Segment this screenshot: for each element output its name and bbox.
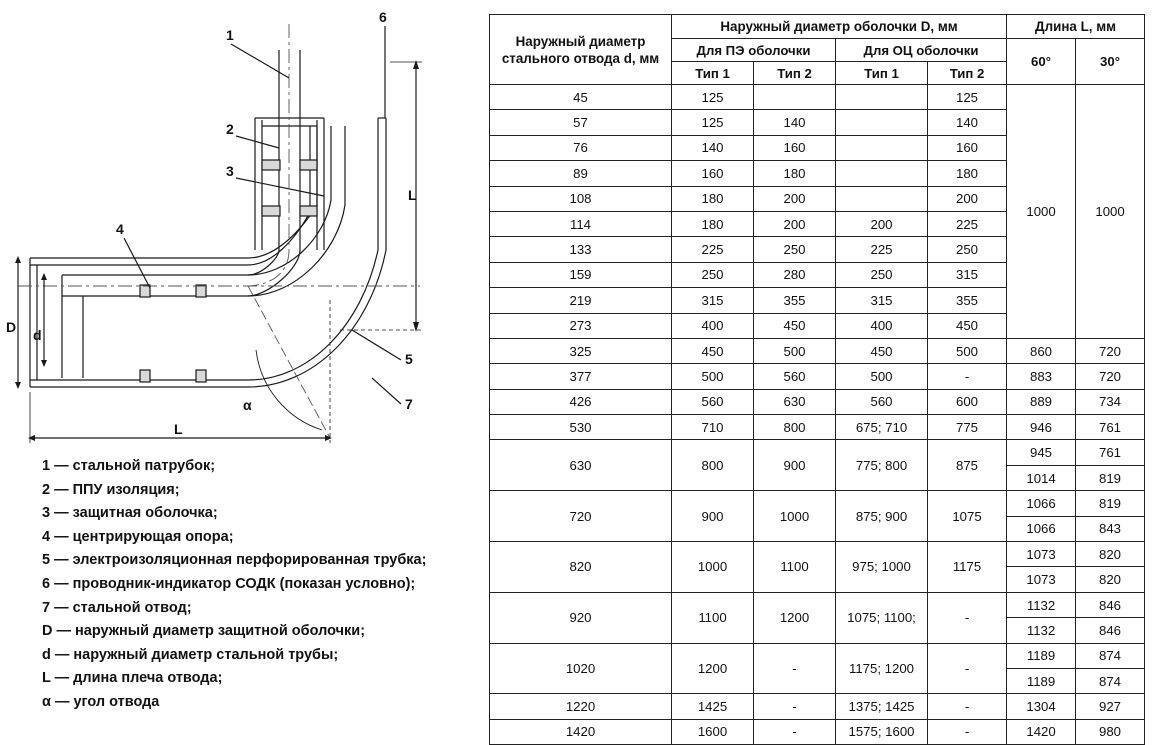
cell-l60: 860 — [1007, 338, 1076, 363]
dim-label-alpha: α — [243, 397, 252, 413]
table-row — [490, 719, 1145, 744]
table-row — [490, 694, 1145, 719]
cell-oc1 — [836, 85, 928, 110]
cell-l30: 927 — [1076, 694, 1145, 719]
cell-oc1: 450 — [836, 338, 928, 363]
cell-d: 1420 — [490, 719, 672, 744]
cell-oc2: - — [928, 592, 1007, 643]
cell-pe2: 900 — [754, 440, 836, 491]
dim-label-L-horizontal: L — [174, 421, 183, 437]
cell-l60: 946 — [1007, 415, 1076, 440]
cell-l60-merged: 1000 — [1007, 85, 1076, 339]
cell-pe1: 450 — [672, 338, 754, 363]
cell-l30: 720 — [1076, 338, 1145, 363]
cell-d: 57 — [490, 110, 672, 135]
callout-5: 5 — [405, 351, 413, 367]
legend-item: 3 — защитная оболочка; — [42, 505, 218, 522]
cell-oc1 — [836, 186, 928, 211]
cell-l30: 819 — [1076, 491, 1145, 516]
legend-item: L — длина плеча отвода; — [42, 670, 223, 687]
cell-oc2: 1175 — [928, 542, 1007, 593]
cell-oc1: 875; 900 — [836, 491, 928, 542]
header-length: Длина L, мм — [1007, 15, 1145, 39]
cell-pe2: - — [754, 719, 836, 744]
table-row — [490, 440, 1145, 465]
cell-oc2: 600 — [928, 389, 1007, 414]
cell-oc2: 225 — [928, 211, 1007, 236]
cell-d: 108 — [490, 186, 672, 211]
header-angle-60: 60° — [1007, 39, 1076, 85]
drawing-svg — [0, 0, 470, 460]
cell-pe2: 1200 — [754, 592, 836, 643]
legend-item: D — наружный диаметр защитной оболочки; — [42, 623, 366, 640]
cell-d: 920 — [490, 592, 672, 643]
dimensions-table-wrap — [489, 14, 1144, 745]
cell-d: 159 — [490, 262, 672, 287]
cell-pe1: 180 — [672, 211, 754, 236]
cell-oc1: 315 — [836, 288, 928, 313]
header-casing-diameter: Наружный диаметр оболочки D, мм — [672, 15, 1007, 39]
legend-item: d — наружный диаметр стальной трубы; — [42, 646, 339, 663]
cell-pe2: 500 — [754, 338, 836, 363]
cell-pe2: 1000 — [754, 491, 836, 542]
cell-oc2: - — [928, 719, 1007, 744]
cell-pe2: - — [754, 643, 836, 694]
cell-pe1: 1200 — [672, 643, 754, 694]
cell-pe1: 560 — [672, 389, 754, 414]
cell-l30: 761 — [1076, 415, 1145, 440]
cell-oc1: 975; 1000 — [836, 542, 928, 593]
cell-pe1: 500 — [672, 364, 754, 389]
header-oc-type2: Тип 2 — [928, 62, 1007, 85]
cell-oc1: 500 — [836, 364, 928, 389]
cell-l30-merged: 1000 — [1076, 85, 1145, 339]
cell-l30: 874 — [1076, 668, 1145, 693]
cell-oc2: 355 — [928, 288, 1007, 313]
cell-pe2: 630 — [754, 389, 836, 414]
legend-item: 4 — центрирующая опора; — [42, 528, 234, 545]
table-row — [490, 643, 1145, 668]
dim-label-D: D — [6, 319, 17, 335]
cell-oc2: 180 — [928, 161, 1007, 186]
cell-d: 820 — [490, 542, 672, 593]
legend-item: 1 — стальной патрубок; — [42, 458, 216, 474]
cell-oc2: 775 — [928, 415, 1007, 440]
dim-label-L-vertical: L — [408, 187, 417, 203]
header-steel-diameter: Наружный диаметр стального отвода d, мм — [490, 15, 672, 85]
cell-l30: 734 — [1076, 389, 1145, 414]
cell-l30: 843 — [1076, 516, 1145, 541]
cell-pe1: 1425 — [672, 694, 754, 719]
cell-l60: 1073 — [1007, 542, 1076, 567]
cell-l30: 819 — [1076, 465, 1145, 490]
cell-pe2: 560 — [754, 364, 836, 389]
cell-oc1: 400 — [836, 313, 928, 338]
cell-pe2: 450 — [754, 313, 836, 338]
cell-d: 530 — [490, 415, 672, 440]
cell-oc2: 140 — [928, 110, 1007, 135]
legend-item: α — угол отвода — [42, 693, 160, 710]
cell-pe1: 900 — [672, 491, 754, 542]
cell-l30: 846 — [1076, 592, 1145, 617]
cell-pe1: 1000 — [672, 542, 754, 593]
cell-pe1: 125 — [672, 85, 754, 110]
cell-l60: 945 — [1007, 440, 1076, 465]
cell-oc2: - — [928, 364, 1007, 389]
cell-oc2: 315 — [928, 262, 1007, 287]
cell-pe1: 125 — [672, 110, 754, 135]
cell-pe1: 400 — [672, 313, 754, 338]
cell-l60: 1014 — [1007, 465, 1076, 490]
legend-item: 6 — проводник-индикатор СОДК (показан условно); — [42, 575, 416, 592]
cell-d: 89 — [490, 161, 672, 186]
cell-l60: 883 — [1007, 364, 1076, 389]
cell-l30: 980 — [1076, 719, 1145, 744]
cell-pe2: - — [754, 694, 836, 719]
cell-d: 1220 — [490, 694, 672, 719]
cell-l60: 1304 — [1007, 694, 1076, 719]
cell-d: 377 — [490, 364, 672, 389]
table-row — [490, 338, 1145, 363]
callout-2: 2 — [226, 121, 234, 137]
table-row — [490, 592, 1145, 617]
callout-1: 1 — [226, 27, 234, 43]
cell-oc1: 225 — [836, 237, 928, 262]
cell-l30: 820 — [1076, 542, 1145, 567]
cell-l60: 1189 — [1007, 643, 1076, 668]
cell-oc2: 160 — [928, 135, 1007, 160]
cell-oc2: 200 — [928, 186, 1007, 211]
header-pe-casing: Для ПЭ оболочки — [672, 39, 836, 62]
cell-d: 720 — [490, 491, 672, 542]
cell-l60: 1073 — [1007, 567, 1076, 592]
cell-oc1 — [836, 161, 928, 186]
cell-l30: 820 — [1076, 567, 1145, 592]
cell-oc2: 875 — [928, 440, 1007, 491]
cell-oc2: 450 — [928, 313, 1007, 338]
cell-d: 76 — [490, 135, 672, 160]
cell-oc1: 1075; 1100; — [836, 592, 928, 643]
header-angle-30: 30° — [1076, 39, 1145, 85]
table-row — [490, 85, 1145, 110]
cell-pe2: 800 — [754, 415, 836, 440]
callout-4: 4 — [116, 221, 124, 237]
header-pe-type2: Тип 2 — [754, 62, 836, 85]
cell-oc1: 1375; 1425 — [836, 694, 928, 719]
cell-pe1: 140 — [672, 135, 754, 160]
callout-3: 3 — [226, 163, 234, 179]
table-row — [490, 542, 1145, 567]
cell-pe1: 225 — [672, 237, 754, 262]
cell-pe2: 200 — [754, 186, 836, 211]
table-row — [490, 389, 1145, 414]
cell-pe1: 250 — [672, 262, 754, 287]
cell-oc1 — [836, 110, 928, 135]
cell-pe1: 160 — [672, 161, 754, 186]
cell-oc1: 1575; 1600 — [836, 719, 928, 744]
dimensions-table — [489, 14, 1145, 745]
cell-oc1: 1175; 1200 — [836, 643, 928, 694]
cell-pe2 — [754, 85, 836, 110]
cell-d: 273 — [490, 313, 672, 338]
cell-d: 325 — [490, 338, 672, 363]
cell-pe1: 1100 — [672, 592, 754, 643]
cell-d: 219 — [490, 288, 672, 313]
cell-l60: 1420 — [1007, 719, 1076, 744]
cell-l60: 1189 — [1007, 668, 1076, 693]
header-oc-casing: Для ОЦ оболочки — [836, 39, 1007, 62]
cell-oc1: 560 — [836, 389, 928, 414]
cell-oc1: 200 — [836, 211, 928, 236]
dim-label-d: d — [33, 327, 42, 343]
cell-oc1: 775; 800 — [836, 440, 928, 491]
cell-l30: 720 — [1076, 364, 1145, 389]
cell-oc1 — [836, 135, 928, 160]
cell-l30: 874 — [1076, 643, 1145, 668]
cell-oc2: - — [928, 643, 1007, 694]
cell-d: 630 — [490, 440, 672, 491]
cell-oc2: 125 — [928, 85, 1007, 110]
cell-pe1: 1600 — [672, 719, 754, 744]
cell-pe1: 315 — [672, 288, 754, 313]
cell-oc1: 675; 710 — [836, 415, 928, 440]
callout-6: 6 — [379, 9, 387, 25]
cell-d: 45 — [490, 85, 672, 110]
cell-pe2: 280 — [754, 262, 836, 287]
cell-pe2: 180 — [754, 161, 836, 186]
cell-oc2: 250 — [928, 237, 1007, 262]
cell-d: 114 — [490, 211, 672, 236]
table-row — [490, 491, 1145, 516]
cell-l60: 889 — [1007, 389, 1076, 414]
cell-oc2: 500 — [928, 338, 1007, 363]
table-row — [490, 415, 1145, 440]
cell-l60: 1066 — [1007, 516, 1076, 541]
header-oc-type1: Тип 1 — [836, 62, 928, 85]
legend-item: 7 — стальной отвод; — [42, 599, 192, 616]
cell-l60: 1132 — [1007, 618, 1076, 643]
table-row — [490, 364, 1145, 389]
callout-7: 7 — [405, 396, 413, 412]
cell-d: 426 — [490, 389, 672, 414]
cell-pe2: 200 — [754, 211, 836, 236]
cell-l60: 1132 — [1007, 592, 1076, 617]
cell-l60: 1066 — [1007, 491, 1076, 516]
cell-l30: 761 — [1076, 440, 1145, 465]
cell-oc2: - — [928, 694, 1007, 719]
cell-pe2: 140 — [754, 110, 836, 135]
cell-oc2: 1075 — [928, 491, 1007, 542]
legend-item: 5 — электроизоляционная перфорированная трубка; — [42, 552, 427, 569]
cell-pe1: 180 — [672, 186, 754, 211]
cell-pe2: 1100 — [754, 542, 836, 593]
cell-pe2: 160 — [754, 135, 836, 160]
cell-oc1: 250 — [836, 262, 928, 287]
cell-l30: 846 — [1076, 618, 1145, 643]
cell-d: 1020 — [490, 643, 672, 694]
legend-list — [42, 455, 472, 715]
cell-pe2: 355 — [754, 288, 836, 313]
header-pe-type1: Тип 1 — [672, 62, 754, 85]
cell-d: 133 — [490, 237, 672, 262]
cell-pe1: 800 — [672, 440, 754, 491]
cell-pe1: 710 — [672, 415, 754, 440]
cell-pe2: 250 — [754, 237, 836, 262]
legend-item: 2 — ППУ изоляция; — [42, 481, 180, 498]
